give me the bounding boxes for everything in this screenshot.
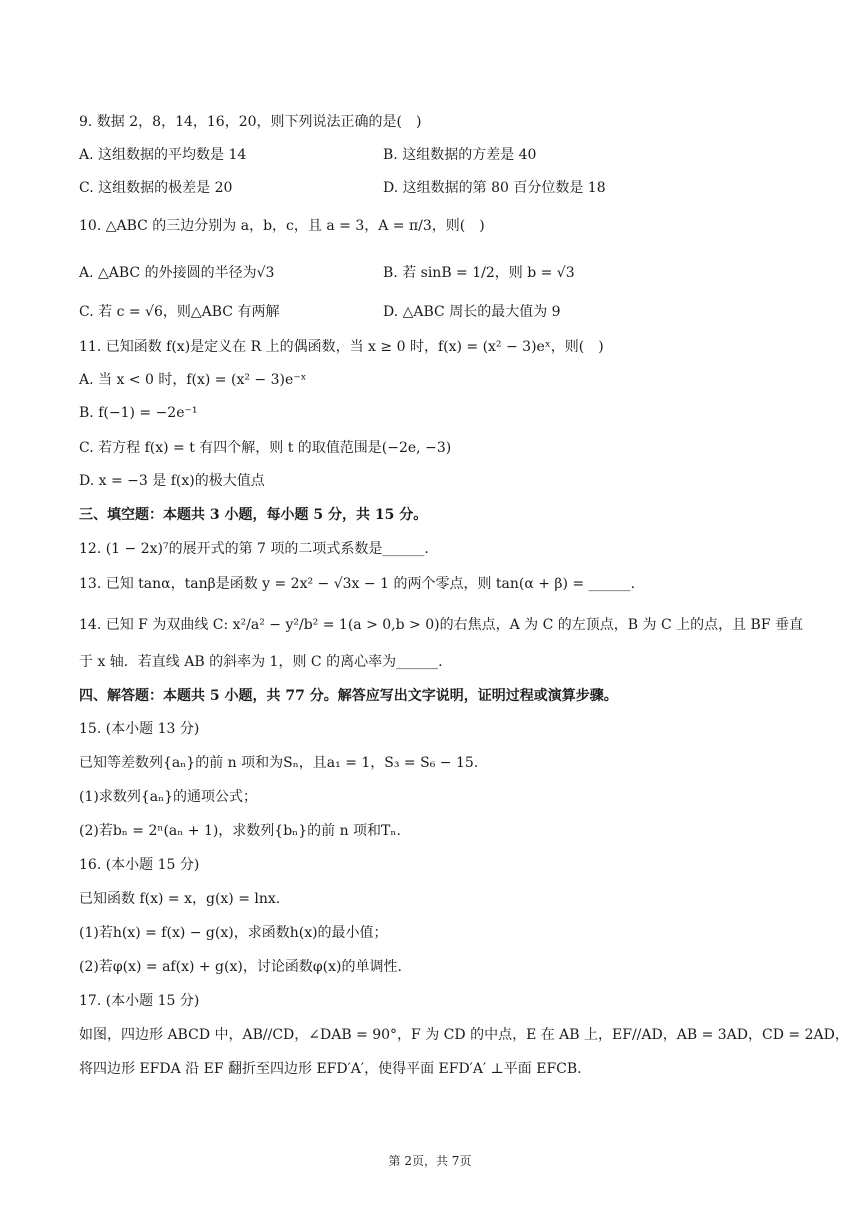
q10-option-b: B. 若 sinB = 1/2，则 b = √3 bbox=[383, 265, 575, 281]
q9-option-a: A. 这组数据的平均数是 14 bbox=[79, 147, 247, 163]
q10-option-d: D. △ABC 周长的最大值为 9 bbox=[383, 304, 561, 320]
q14-line1: 14. 已知 F 为双曲线 C: x²/a² − y²/b² = 1(a > 0,b > 0)的右焦点，A 为 C 的左顶点，B 为 C 上的点，且 BF 垂直 bbox=[79, 617, 804, 633]
page-footer: 第 2页，共 7页 bbox=[388, 1154, 472, 1168]
q14-line2: 于 x 轴．若直线 AB 的斜率为 1，则 C 的离心率为______. bbox=[79, 654, 443, 670]
q11-option-d: D. x = −3 是 f(x)的极大值点 bbox=[79, 473, 265, 489]
q9-option-c: C. 这组数据的极差是 20 bbox=[79, 180, 233, 196]
q16-title: 16. (本小题 15 分) bbox=[79, 857, 200, 873]
q10-option-a: A. △ABC 的外接圆的半径为√3 bbox=[79, 265, 275, 281]
q9-stem: 9. 数据 2，8，14，16，20，则下列说法正确的是( ) bbox=[79, 114, 422, 130]
q16-part2: (2)若φ(x) = af(x) + g(x)，讨论函数φ(x)的单调性. bbox=[79, 959, 402, 975]
q17-title: 17. (本小题 15 分) bbox=[79, 993, 200, 1009]
q11-stem: 11. 已知函数 f(x)是定义在 R 上的偶函数，当 x ≥ 0 时，f(x) = (x² − 3)eˣ，则( ) bbox=[79, 339, 604, 355]
section-4-heading: 四、解答题：本题共 5 小题，共 77 分。解答应写出文字说明，证明过程或演算步骤。 bbox=[79, 688, 618, 704]
q15-part2: (2)若bₙ = 2ⁿ(aₙ + 1)，求数列{bₙ}的前 n 项和Tₙ. bbox=[79, 823, 401, 839]
q11-option-b: B. f(−1) = −2e⁻¹ bbox=[79, 405, 198, 421]
q9-option-b: B. 这组数据的方差是 40 bbox=[383, 147, 537, 163]
q13: 13. 已知 tanα，tanβ是函数 y = 2x² − √3x − 1 的两个零点，则 tan(α + β) = ______. bbox=[79, 576, 636, 592]
q11-option-c: C. 若方程 f(x) = t 有四个解，则 t 的取值范围是(−2e, −3) bbox=[79, 440, 452, 456]
q15-title: 15. (本小题 13 分) bbox=[79, 721, 200, 737]
q16-part1: (1)若h(x) = f(x) − g(x)，求函数h(x)的最小值； bbox=[79, 925, 388, 941]
q11-option-a: A. 当 x < 0 时，f(x) = (x² − 3)e⁻ˣ bbox=[79, 372, 307, 388]
q17-line1: 如图，四边形 ABCD 中，AB//CD，∠DAB = 90°，F 为 CD 的中点，E 在 AB 上，EF//AD，AB = 3AD，CD = 2AD， bbox=[79, 1027, 849, 1043]
q15-part1: (1)求数列{aₙ}的通项公式； bbox=[79, 789, 258, 805]
q17-line2: 将四边形 EFDA 沿 EF 翻折至四边形 EFD′A′，使得平面 EFD′A′ ⊥平面 EFCB. bbox=[79, 1061, 582, 1077]
q16-body: 已知函数 f(x) = x，g(x) = lnx. bbox=[79, 891, 281, 907]
q10-stem: 10. △ABC 的三边分别为 a，b，c，且 a = 3，A = π/3，则( ) bbox=[79, 218, 485, 234]
q10-option-c: C. 若 c = √6，则△ABC 有两解 bbox=[79, 304, 280, 320]
section-3-heading: 三、填空题：本题共 3 小题，每小题 5 分，共 15 分。 bbox=[79, 507, 428, 523]
q9-option-d: D. 这组数据的第 80 百分位数是 18 bbox=[383, 180, 606, 196]
q12: 12. (1 − 2x)⁷的展开式的第 7 项的二项式系数是______. bbox=[79, 541, 429, 557]
q15-body: 已知等差数列{aₙ}的前 n 项和为Sₙ，且a₁ = 1，S₃ = S₆ − 15. bbox=[79, 755, 479, 771]
